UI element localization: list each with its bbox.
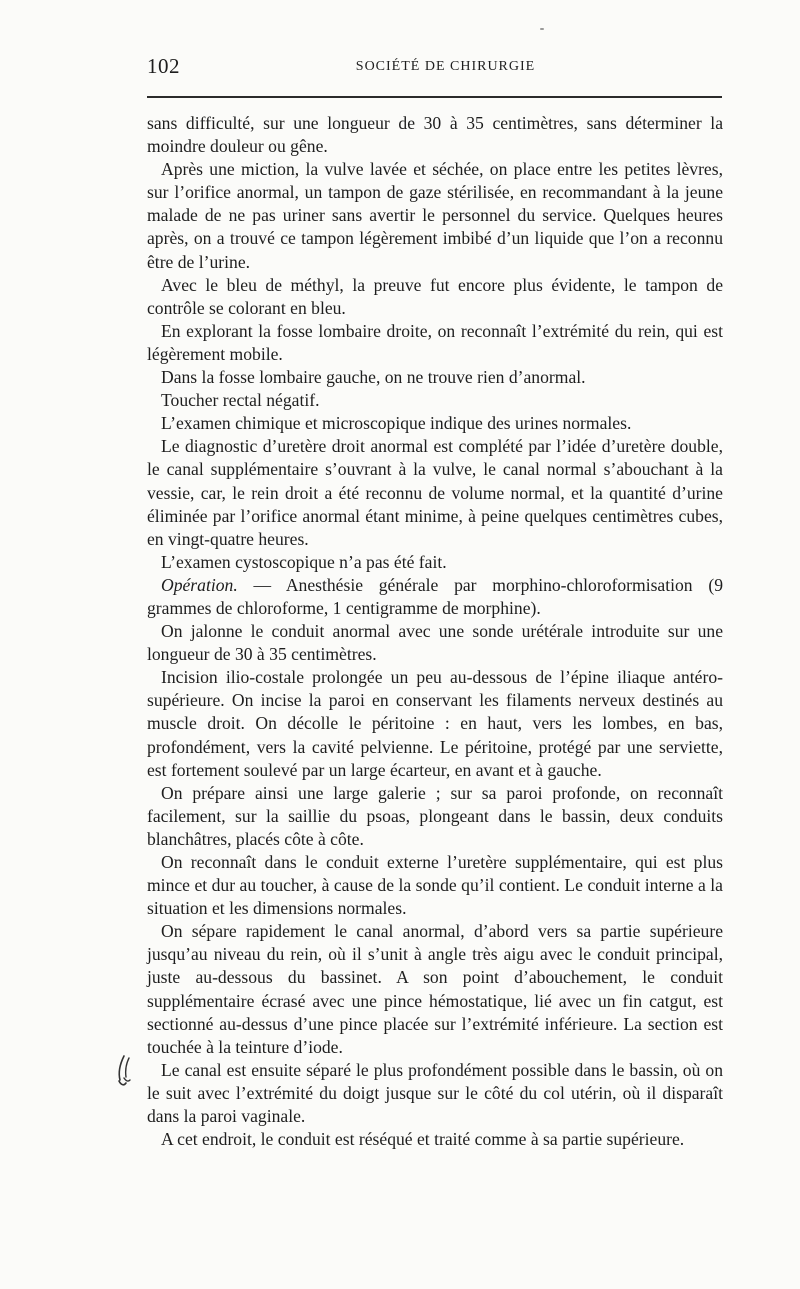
operation-label: Opération.: [161, 574, 238, 595]
paragraph: On sépare rapidement le canal anormal, d’abord vers sa partie supérieure jusqu’au niveau du rein, où il s’unit à angle très aigu avec le conduit principal, juste au-dessous du bassinet. A son point d’abouchement, le conduit supplémentaire écrasé avec une pince hémostatique, lié avec un fin catgut, est sectionné au-dessus d’une pince placée sur l’extrémité inférieure. La section est touchée à la teinture d’iode.: [147, 921, 723, 1057]
paragraph: Le canal est ensuite séparé le plus profondément possible dans le bassin, où on le suit avec l’extrémité du doigt jusque sur le côté du col utérin, où il disparaît dans la paroi vaginale.: [147, 1059, 723, 1127]
paper-speck: [540, 28, 544, 30]
operation-paragraph: [147, 574, 723, 620]
paragraph: Avec le bleu de méthyl, la preuve fut encore plus évidente, le tampon de contrôle se colorant en bleu.: [147, 274, 723, 318]
paragraph: L’examen cystoscopique n’a pas été fait.: [161, 551, 447, 572]
paragraph: Le diagnostic d’uretère droit anormal est complété par l’idée d’uretère double, le canal supplémentaire s’ouvrant à la vulve, le canal normal s’abouchant à la vessie, car, le rein droit a été reconnu de volume normal, et la quantité d’urine éliminée par l’orifice anormal étant minime, à peine quelques centimètres cubes, en vingt-quatre heures.: [147, 436, 723, 549]
paragraph: On prépare ainsi une large galerie ; sur sa paroi profonde, on reconnaît facilement, sur la saillie du psoas, plongeant dans le bassin, deux conduits blanchâtres, placés côte à côte.: [147, 782, 723, 849]
body-text: [147, 112, 723, 1151]
paragraph: Dans la fosse lombaire gauche, on ne trouve rien d’anormal.: [161, 367, 586, 388]
paragraph: Incision ilio-costale prolongée un peu au-dessous de l’épine iliaque antéro-supérieure. On incise la paroi en conservant les filaments nerveux destinés au muscle droit. On décolle le péritoine : en haut, vers les lombes, en bas, profondément, vers la cavité pelvienne. Le péritoine, protégé par une serviette, est fortement soulevé par un large écarteur, en avant et à gauche.: [147, 667, 723, 780]
handwritten-margin-mark: [112, 1050, 142, 1090]
paragraph: Toucher rectal négatif.: [161, 390, 320, 411]
paragraph: A cet endroit, le conduit est réséqué et traité comme à sa partie supérieure.: [161, 1129, 685, 1150]
paragraph: En explorant la fosse lombaire droite, on reconnaît l’extrémité du rein, qui est légèrement mobile.: [147, 320, 723, 364]
paragraph: On reconnaît dans le conduit externe l’uretère supplémentaire, qui est plus mince et dur au toucher, à cause de la sonde qu’il contient. Le conduit interne a la situation et les dimensions normales.: [147, 852, 723, 919]
header-rule: [147, 96, 722, 98]
running-title: SOCIÉTÉ DE CHIRURGIE: [355, 59, 536, 74]
operation-text: Anesthésie générale par morphino-chloroformisation (9 grammes de chloroforme, 1 centigramme de morphine).: [147, 574, 723, 618]
operation-dash: —: [237, 574, 286, 595]
paragraph: L’examen chimique et microscopique indique des urines normales.: [161, 413, 632, 434]
paragraph: Après une miction, la vulve lavée et séchée, on place entre les petites lèvres, sur l’orifice anormal, un tampon de gaze stérilisée, en recommandant à la jeune malade de ne pas uriner sans avertir le personnel du service. Quelques heures après, on a trouvé ce tampon légèrement imbibé d’un liquide que l’on a reconnu être de l’urine.: [147, 159, 723, 272]
running-head: [147, 54, 722, 80]
paragraph: On jalonne le conduit anormal avec une sonde urétérale introduite sur une longueur de 30 à 35 centimètres.: [147, 621, 723, 665]
paragraph: sans difficulté, sur une longueur de 30 à 35 centimètres, sans déterminer la moindre douleur ou gêne.: [147, 113, 723, 157]
page-number: 102: [147, 54, 180, 78]
